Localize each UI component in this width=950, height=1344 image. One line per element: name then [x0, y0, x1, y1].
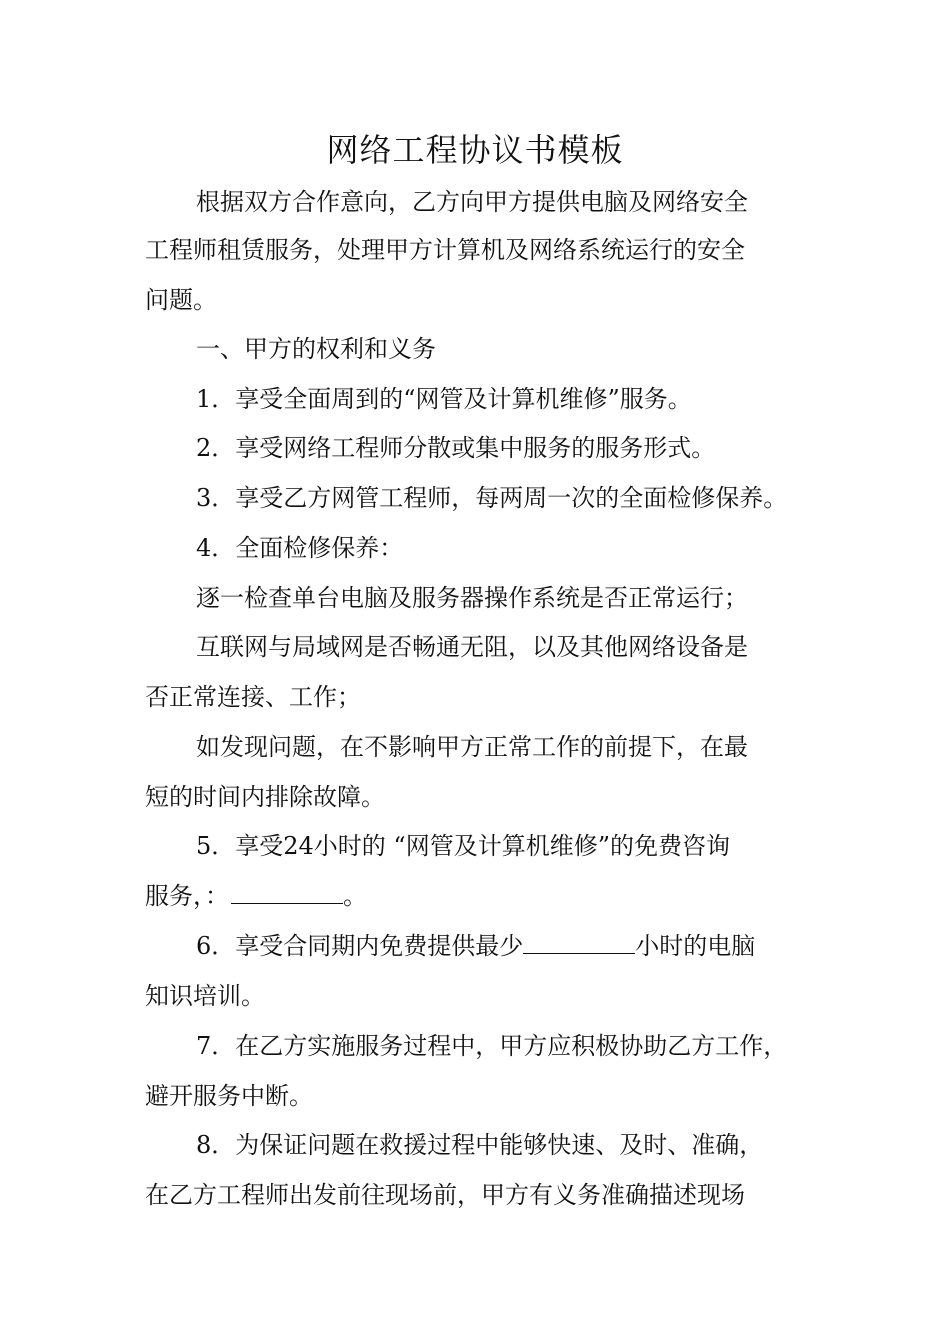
paragraph-line: 工程师租赁服务，处理甲方计算机及网络系统运行的安全 — [145, 236, 745, 264]
fill-in-blank[interactable] — [231, 877, 343, 904]
list-item: 1．享受全面周到的“网管及计算机维修”服务。 — [196, 385, 692, 413]
paragraph-line: 短的时间内排除故障。 — [145, 783, 385, 811]
list-item: 4．全面检修保养： — [196, 534, 404, 562]
paragraph-line: 问题。 — [145, 286, 217, 314]
fill-in-blank[interactable] — [523, 927, 635, 954]
list-item: 8．为保证问题在救援过程中能够快速、及时、准确， — [196, 1131, 764, 1159]
list-item: 2．享受网络工程师分散或集中服务的服务形式。 — [196, 434, 716, 462]
list-item-text: 。 — [343, 882, 367, 910]
paragraph-line: 否正常连接、工作； — [145, 683, 361, 711]
list-item-continuation: 在乙方工程师出发前往现场前，甲方有义务准确描述现场 — [145, 1181, 745, 1209]
section-heading: 一、甲方的权利和义务 — [196, 335, 436, 363]
paragraph-line: 逐一检查单台电脑及服务器操作系统是否正常运行； — [196, 584, 748, 612]
list-item-continuation — [145, 876, 367, 916]
list-item-text: 服务，： — [145, 882, 229, 910]
paragraph-line: 互联网与局域网是否畅通无阻，以及其他网络设备是 — [196, 633, 748, 661]
list-item: 3．享受乙方网管工程师，每两周一次的全面检修保养。 — [196, 484, 788, 512]
list-item-text: 6．享受合同期内免费提供最少 — [196, 932, 524, 960]
document-title: 网络工程协议书模板 — [326, 131, 624, 169]
paragraph-line: 根据双方合作意向，乙方向甲方提供电脑及网络安全 — [196, 188, 748, 216]
list-item: 7．在乙方实施服务过程中，甲方应积极协助乙方工作， — [196, 1032, 788, 1060]
list-item — [196, 926, 755, 966]
list-item-continuation: 避开服务中断。 — [145, 1082, 313, 1110]
list-item-continuation: 知识培训。 — [145, 982, 265, 1010]
list-item-text: 小时的电脑 — [635, 932, 756, 960]
list-item: 5．享受24小时的 “网管及计算机维修”的免费咨询 — [196, 832, 730, 860]
paragraph-line: 如发现问题，在不影响甲方正常工作的前提下，在最 — [196, 733, 748, 761]
